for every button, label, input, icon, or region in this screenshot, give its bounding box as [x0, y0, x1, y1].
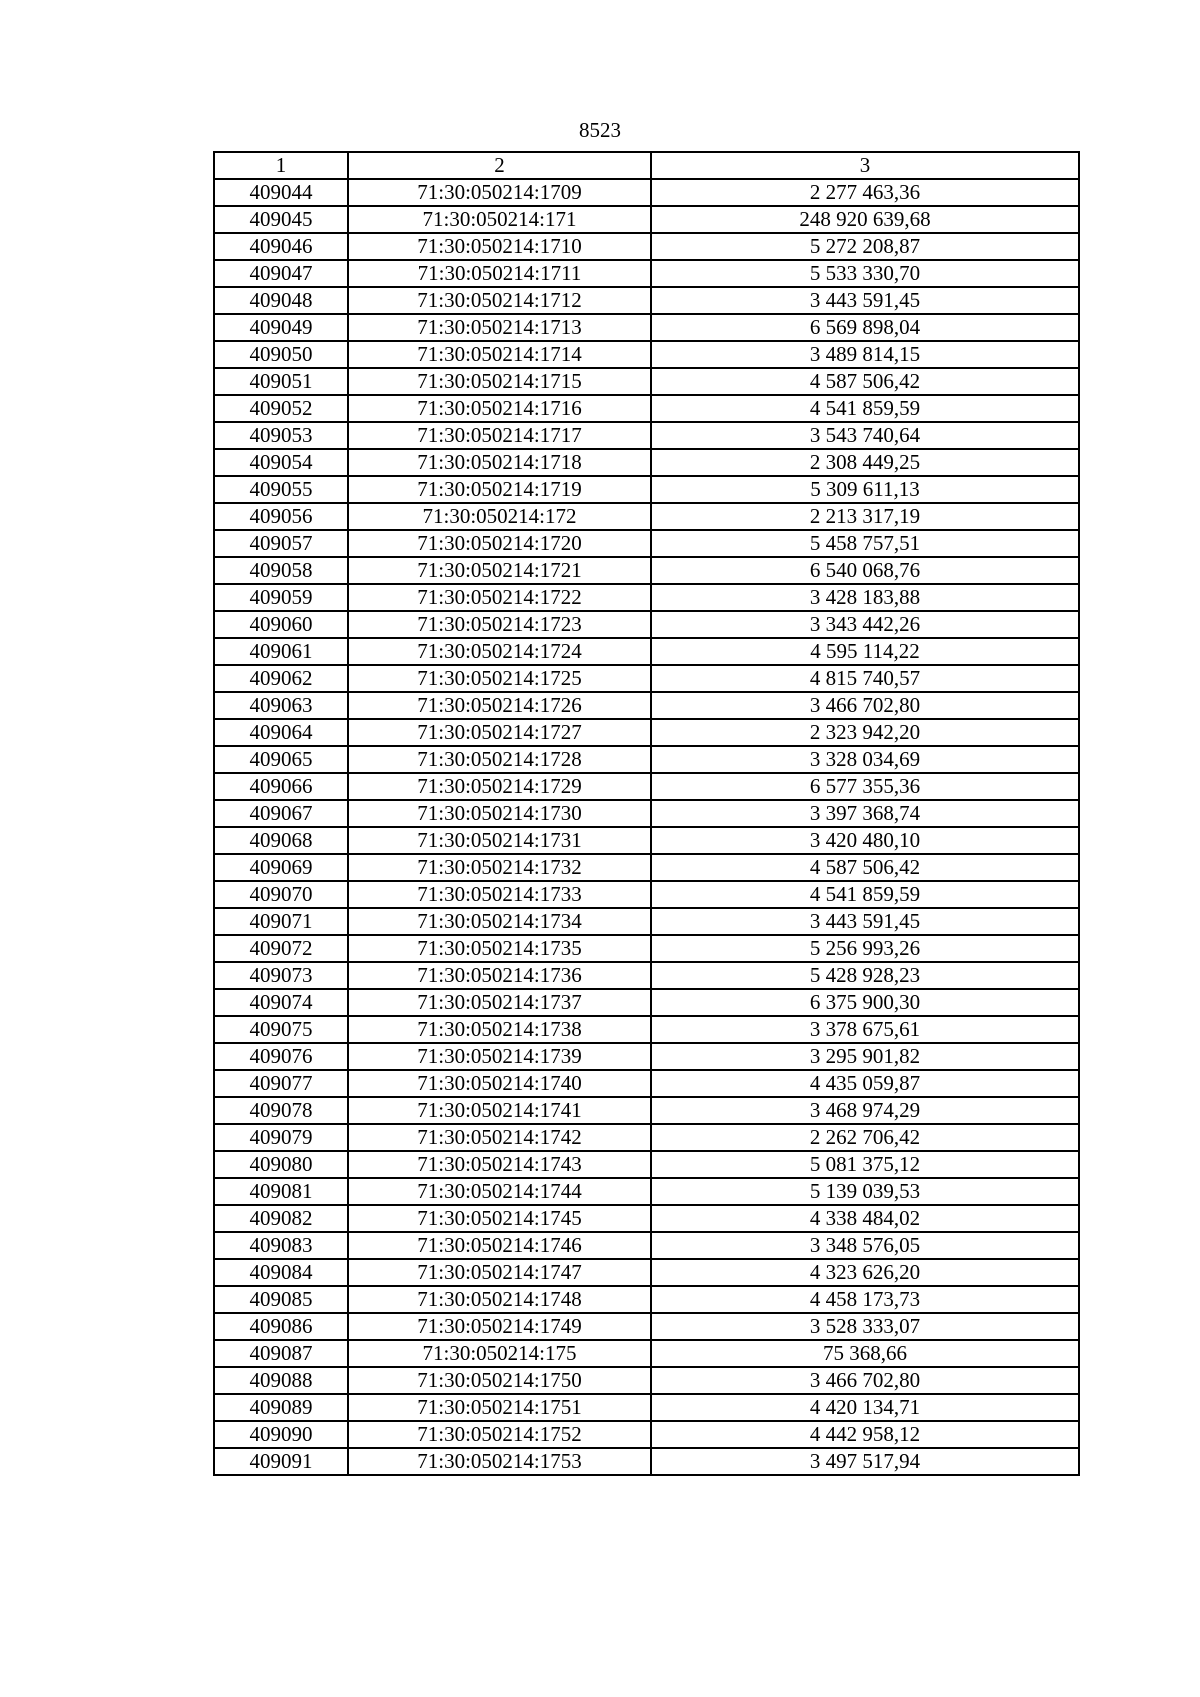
cadastral-value-cell: 3 528 333,07 [651, 1313, 1079, 1340]
cadastral-value-cell: 4 458 173,73 [651, 1286, 1079, 1313]
cadastral-number-cell: 71:30:050214:1724 [348, 638, 651, 665]
cadastral-value-cell: 3 468 974,29 [651, 1097, 1079, 1124]
row-number-cell: 409053 [214, 422, 348, 449]
row-number-cell: 409059 [214, 584, 348, 611]
cadastral-value-cell: 3 489 814,15 [651, 341, 1079, 368]
table-row [214, 1394, 1079, 1421]
cadastral-value-cell: 3 397 368,74 [651, 800, 1079, 827]
cadastral-value-cell: 3 443 591,45 [651, 908, 1079, 935]
cadastral-value-cell: 4 323 626,20 [651, 1259, 1079, 1286]
cadastral-number-cell: 71:30:050214:1752 [348, 1421, 651, 1448]
cadastral-number-cell: 71:30:050214:1718 [348, 449, 651, 476]
cadastral-value-cell: 2 277 463,36 [651, 179, 1079, 206]
row-number-cell: 409090 [214, 1421, 348, 1448]
row-number-cell: 409056 [214, 503, 348, 530]
table-row [214, 989, 1079, 1016]
cadastral-value-cell: 5 272 208,87 [651, 233, 1079, 260]
cadastral-number-cell: 71:30:050214:1710 [348, 233, 651, 260]
row-number-cell: 409067 [214, 800, 348, 827]
cadastral-number-cell: 71:30:050214:1750 [348, 1367, 651, 1394]
cadastral-value-cell: 4 595 114,22 [651, 638, 1079, 665]
cadastral-value-cell: 4 815 740,57 [651, 665, 1079, 692]
column-header-3: 3 [651, 152, 1079, 179]
row-number-cell: 409079 [214, 1124, 348, 1151]
cadastral-number-cell: 71:30:050214:1728 [348, 746, 651, 773]
cadastral-number-cell: 71:30:050214:1743 [348, 1151, 651, 1178]
cadastral-value-cell: 6 577 355,36 [651, 773, 1079, 800]
cadastral-number-cell: 71:30:050214:1729 [348, 773, 651, 800]
cadastral-number-cell: 71:30:050214:175 [348, 1340, 651, 1367]
row-number-cell: 409074 [214, 989, 348, 1016]
row-number-cell: 409064 [214, 719, 348, 746]
table-header-row [214, 152, 1079, 179]
cadastral-number-cell: 71:30:050214:1714 [348, 341, 651, 368]
cadastral-value-cell: 5 139 039,53 [651, 1178, 1079, 1205]
table-row [214, 719, 1079, 746]
row-number-cell: 409044 [214, 179, 348, 206]
cadastral-number-cell: 71:30:050214:1721 [348, 557, 651, 584]
cadastral-number-cell: 71:30:050214:1711 [348, 260, 651, 287]
table-row [214, 476, 1079, 503]
table-row [214, 1259, 1079, 1286]
cadastral-value-cell: 5 533 330,70 [651, 260, 1079, 287]
table-row [214, 233, 1079, 260]
row-number-cell: 409091 [214, 1448, 348, 1475]
cadastral-number-cell: 71:30:050214:171 [348, 206, 651, 233]
cadastral-number-cell: 71:30:050214:1717 [348, 422, 651, 449]
cadastral-number-cell: 71:30:050214:1739 [348, 1043, 651, 1070]
cadastral-value-cell: 4 338 484,02 [651, 1205, 1079, 1232]
cadastral-number-cell: 71:30:050214:1720 [348, 530, 651, 557]
table-row [214, 665, 1079, 692]
cadastral-value-cell: 4 435 059,87 [651, 1070, 1079, 1097]
table-row [214, 341, 1079, 368]
cadastral-number-cell: 71:30:050214:1749 [348, 1313, 651, 1340]
table-row [214, 692, 1079, 719]
row-number-cell: 409047 [214, 260, 348, 287]
row-number-cell: 409058 [214, 557, 348, 584]
table-row [214, 287, 1079, 314]
column-header-2: 2 [348, 152, 651, 179]
cadastral-value-cell: 3 443 591,45 [651, 287, 1079, 314]
cadastral-value-cell: 3 428 183,88 [651, 584, 1079, 611]
row-number-cell: 409057 [214, 530, 348, 557]
cadastral-number-cell: 71:30:050214:172 [348, 503, 651, 530]
cadastral-number-cell: 71:30:050214:1727 [348, 719, 651, 746]
table-row [214, 422, 1079, 449]
cadastral-number-cell: 71:30:050214:1713 [348, 314, 651, 341]
table-row [214, 530, 1079, 557]
row-number-cell: 409082 [214, 1205, 348, 1232]
table-row [214, 314, 1079, 341]
cadastral-number-cell: 71:30:050214:1719 [348, 476, 651, 503]
table-row [214, 638, 1079, 665]
cadastral-number-cell: 71:30:050214:1746 [348, 1232, 651, 1259]
row-number-cell: 409051 [214, 368, 348, 395]
table-row [214, 206, 1079, 233]
row-number-cell: 409088 [214, 1367, 348, 1394]
row-number-cell: 409084 [214, 1259, 348, 1286]
row-number-cell: 409066 [214, 773, 348, 800]
cadastral-number-cell: 71:30:050214:1734 [348, 908, 651, 935]
row-number-cell: 409069 [214, 854, 348, 881]
row-number-cell: 409063 [214, 692, 348, 719]
row-number-cell: 409071 [214, 908, 348, 935]
table-row [214, 773, 1079, 800]
table-row [214, 800, 1079, 827]
table-body [214, 152, 1079, 1475]
table-row [214, 1448, 1079, 1475]
row-number-cell: 409065 [214, 746, 348, 773]
table-row [214, 368, 1079, 395]
table-row [214, 503, 1079, 530]
cadastral-number-cell: 71:30:050214:1732 [348, 854, 651, 881]
cadastral-value-cell: 4 541 859,59 [651, 395, 1079, 422]
cadastral-value-cell: 248 920 639,68 [651, 206, 1079, 233]
cadastral-value-cell: 4 541 859,59 [651, 881, 1079, 908]
row-number-cell: 409054 [214, 449, 348, 476]
cadastral-value-cell: 3 420 480,10 [651, 827, 1079, 854]
row-number-cell: 409046 [214, 233, 348, 260]
table-row [214, 1286, 1079, 1313]
row-number-cell: 409070 [214, 881, 348, 908]
row-number-cell: 409081 [214, 1178, 348, 1205]
cadastral-value-cell: 2 213 317,19 [651, 503, 1079, 530]
row-number-cell: 409086 [214, 1313, 348, 1340]
cadastral-number-cell: 71:30:050214:1723 [348, 611, 651, 638]
row-number-cell: 409075 [214, 1016, 348, 1043]
cadastral-value-cell: 3 543 740,64 [651, 422, 1079, 449]
page-number: 8523 [579, 118, 621, 142]
table-row [214, 449, 1079, 476]
row-number-cell: 409076 [214, 1043, 348, 1070]
row-number-cell: 409055 [214, 476, 348, 503]
row-number-cell: 409085 [214, 1286, 348, 1313]
table-row [214, 1097, 1079, 1124]
table-row [214, 908, 1079, 935]
cadastral-value-cell: 3 497 517,94 [651, 1448, 1079, 1475]
row-number-cell: 409089 [214, 1394, 348, 1421]
cadastral-value-cell: 5 081 375,12 [651, 1151, 1079, 1178]
cadastral-number-cell: 71:30:050214:1722 [348, 584, 651, 611]
table-row [214, 827, 1079, 854]
table-row [214, 1151, 1079, 1178]
row-number-cell: 409061 [214, 638, 348, 665]
cadastral-value-cell: 6 375 900,30 [651, 989, 1079, 1016]
table-row [214, 1070, 1079, 1097]
row-number-cell: 409049 [214, 314, 348, 341]
cadastral-value-cell: 4 420 134,71 [651, 1394, 1079, 1421]
cadastral-number-cell: 71:30:050214:1738 [348, 1016, 651, 1043]
cadastral-number-cell: 71:30:050214:1753 [348, 1448, 651, 1475]
cadastral-value-cell: 4 442 958,12 [651, 1421, 1079, 1448]
cadastral-value-cell: 6 540 068,76 [651, 557, 1079, 584]
row-number-cell: 409060 [214, 611, 348, 638]
cadastral-value-cell: 5 428 928,23 [651, 962, 1079, 989]
cadastral-value-cell: 3 378 675,61 [651, 1016, 1079, 1043]
cadastral-number-cell: 71:30:050214:1733 [348, 881, 651, 908]
row-number-cell: 409048 [214, 287, 348, 314]
row-number-cell: 409077 [214, 1070, 348, 1097]
cadastral-number-cell: 71:30:050214:1731 [348, 827, 651, 854]
cadastral-value-cell: 3 295 901,82 [651, 1043, 1079, 1070]
cadastral-value-cell: 5 309 611,13 [651, 476, 1079, 503]
cadastral-value-cell: 3 343 442,26 [651, 611, 1079, 638]
table-row [214, 1313, 1079, 1340]
table-row [214, 1205, 1079, 1232]
table-row [214, 854, 1079, 881]
cadastral-number-cell: 71:30:050214:1737 [348, 989, 651, 1016]
cadastral-number-cell: 71:30:050214:1744 [348, 1178, 651, 1205]
cadastral-number-cell: 71:30:050214:1741 [348, 1097, 651, 1124]
table-row [214, 1421, 1079, 1448]
cadastral-number-cell: 71:30:050214:1747 [348, 1259, 651, 1286]
row-number-cell: 409068 [214, 827, 348, 854]
table-row [214, 611, 1079, 638]
table-row [214, 962, 1079, 989]
cadastral-value-cell: 4 587 506,42 [651, 368, 1079, 395]
table-row [214, 746, 1079, 773]
table-row [214, 1016, 1079, 1043]
table-row [214, 1232, 1079, 1259]
cadastral-value-cell: 2 323 942,20 [651, 719, 1079, 746]
table-row [214, 584, 1079, 611]
row-number-cell: 409045 [214, 206, 348, 233]
cadastral-number-cell: 71:30:050214:1725 [348, 665, 651, 692]
cadastral-value-cell: 75 368,66 [651, 1340, 1079, 1367]
row-number-cell: 409052 [214, 395, 348, 422]
row-number-cell: 409062 [214, 665, 348, 692]
cadastral-number-cell: 71:30:050214:1748 [348, 1286, 651, 1313]
cadastral-value-cell: 6 569 898,04 [651, 314, 1079, 341]
cadastral-number-cell: 71:30:050214:1712 [348, 287, 651, 314]
table-row [214, 935, 1079, 962]
table-row [214, 1178, 1079, 1205]
cadastral-value-cell: 2 262 706,42 [651, 1124, 1079, 1151]
table-row [214, 260, 1079, 287]
cadastral-number-cell: 71:30:050214:1726 [348, 692, 651, 719]
cadastral-number-cell: 71:30:050214:1740 [348, 1070, 651, 1097]
table-row [214, 1340, 1079, 1367]
row-number-cell: 409072 [214, 935, 348, 962]
row-number-cell: 409050 [214, 341, 348, 368]
column-header-1: 1 [214, 152, 348, 179]
row-number-cell: 409078 [214, 1097, 348, 1124]
table-row [214, 1043, 1079, 1070]
cadastral-value-cell: 5 458 757,51 [651, 530, 1079, 557]
cadastral-number-cell: 71:30:050214:1736 [348, 962, 651, 989]
cadastral-value-cell: 3 466 702,80 [651, 692, 1079, 719]
cadastral-number-cell: 71:30:050214:1742 [348, 1124, 651, 1151]
row-number-cell: 409073 [214, 962, 348, 989]
cadastral-number-cell: 71:30:050214:1751 [348, 1394, 651, 1421]
table-row [214, 179, 1079, 206]
row-number-cell: 409087 [214, 1340, 348, 1367]
cadastral-number-cell: 71:30:050214:1716 [348, 395, 651, 422]
row-number-cell: 409083 [214, 1232, 348, 1259]
cadastral-value-cell: 4 587 506,42 [651, 854, 1079, 881]
cadastral-value-table [213, 151, 1080, 1476]
cadastral-value-cell: 3 466 702,80 [651, 1367, 1079, 1394]
table-row [214, 557, 1079, 584]
cadastral-number-cell: 71:30:050214:1715 [348, 368, 651, 395]
row-number-cell: 409080 [214, 1151, 348, 1178]
cadastral-number-cell: 71:30:050214:1730 [348, 800, 651, 827]
cadastral-value-cell: 2 308 449,25 [651, 449, 1079, 476]
cadastral-value-cell: 5 256 993,26 [651, 935, 1079, 962]
cadastral-value-cell: 3 328 034,69 [651, 746, 1079, 773]
table-row [214, 1367, 1079, 1394]
cadastral-number-cell: 71:30:050214:1735 [348, 935, 651, 962]
cadastral-value-cell: 3 348 576,05 [651, 1232, 1079, 1259]
table-row [214, 395, 1079, 422]
cadastral-number-cell: 71:30:050214:1745 [348, 1205, 651, 1232]
table-row [214, 1124, 1079, 1151]
table-row [214, 881, 1079, 908]
cadastral-number-cell: 71:30:050214:1709 [348, 179, 651, 206]
